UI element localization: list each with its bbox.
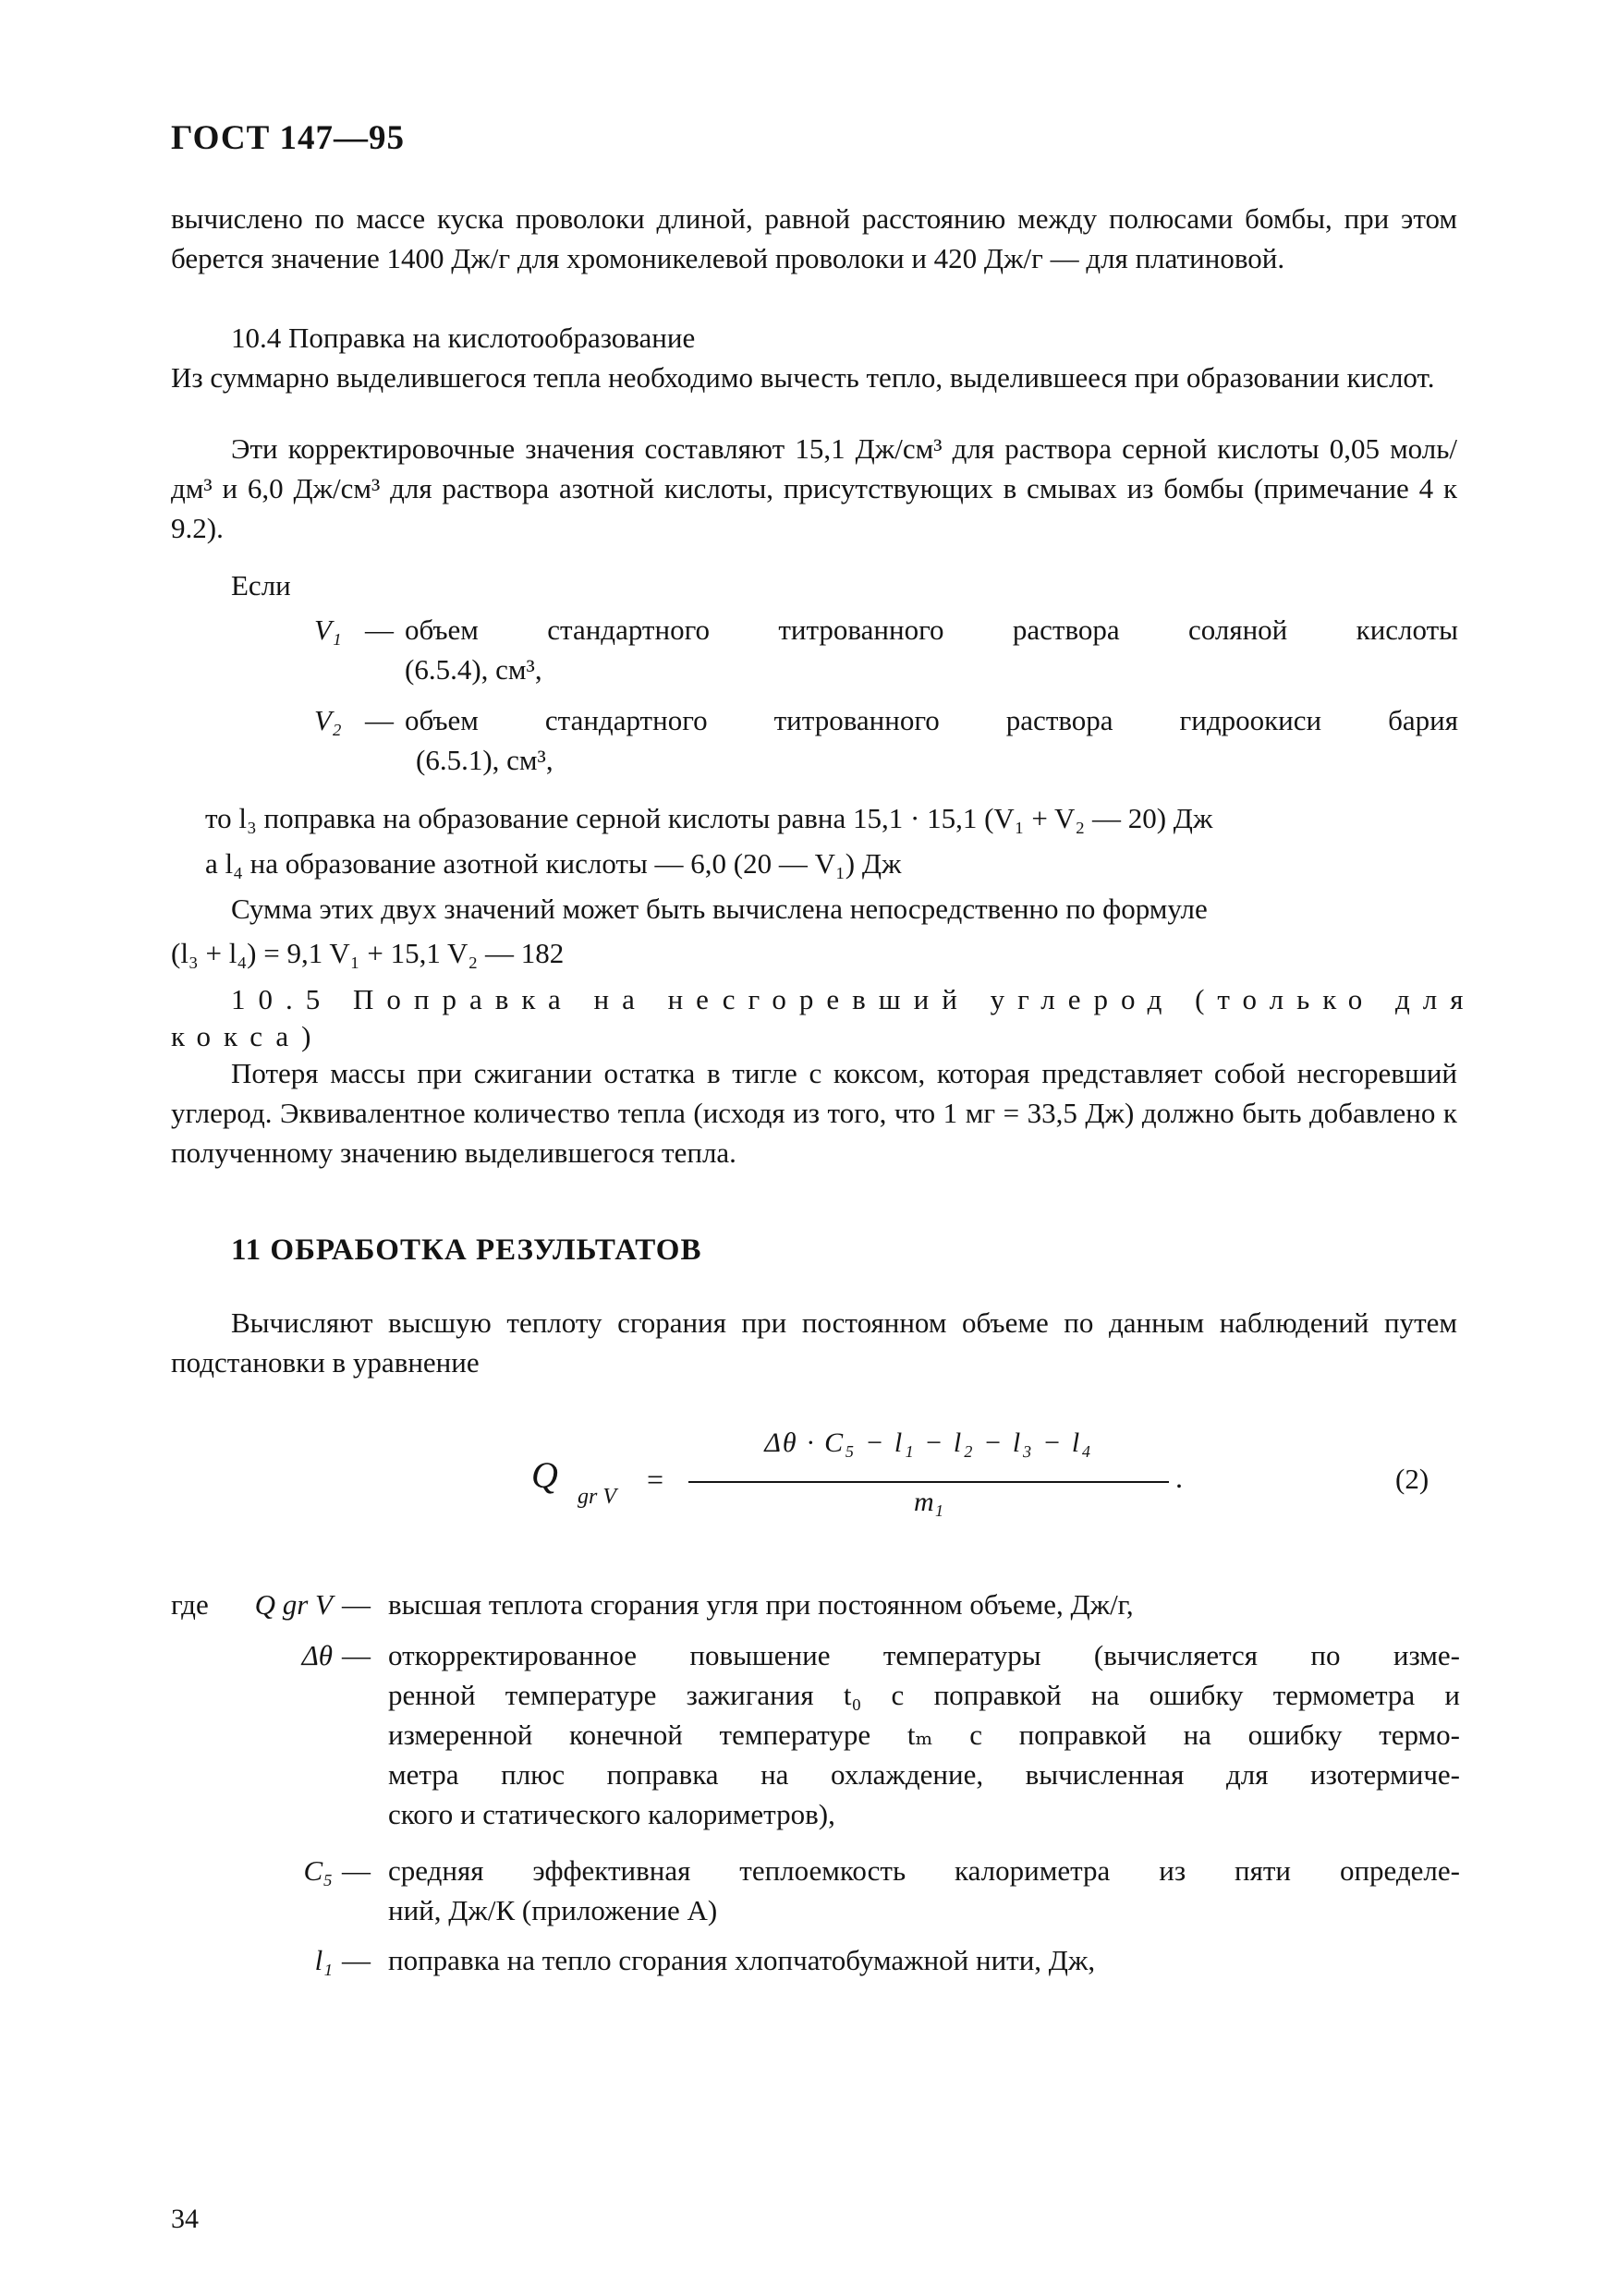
where-line: измеренной конечной температуре tₘ с поправкой на ошибку термо-: [388, 1719, 1460, 1751]
where-line: ренной температуре зажигания t₀ с поправкой на ошибку термометра и: [388, 1679, 1460, 1711]
l3-correction-line: то l₃ поправка на образование серной кислоты равна 15,1 · 15,1 (V₁ + V₂ — 20) Дж: [205, 802, 1213, 834]
definition-v1: [0, 610, 1618, 693]
where-line: ского и статического калориметров),: [388, 1798, 835, 1830]
sum-formula: (l₃ + l₄) = 9,1 V₁ + 15,1 V₂ — 182: [171, 937, 565, 969]
paragraph-unburnt-carbon: Потеря массы при сжигании остатка в тигле с коксом, которая представляет собой несгоревший углерод. Эквивалентное количество тепла (исходя из того, что 1 мг = 33,5 Дж) должно быть добавлено к полученному значению выделившегося тепла.: [171, 1057, 1457, 1169]
subsection-heading-10-5: 10.5 Поправка на несгоревший углерод (только для: [231, 983, 1477, 1015]
where-label: где: [171, 1588, 209, 1621]
where-line: откорректированное повышение температуры (вычисляется по изме-: [388, 1639, 1460, 1671]
formula-equals: =: [647, 1463, 664, 1496]
where-line: ний, Дж/К (приложение А): [388, 1894, 718, 1926]
formula-numerator: Δθ · C₅ − l₁ − l₂ − l₃ − l₄: [764, 1427, 1093, 1458]
paragraph-wire-correction: вычислено по массе куска проволоки длиной, равной расстоянию между полюсами бомбы, при этом берется значение 1400 Дж/г для хромоникелевой проволоки и 420 Дж/г — для платиновой.: [171, 202, 1457, 274]
paragraph-calculation-intro: Вычисляют высшую теплоту сгорания при постоянном объеме по данным наблюдений путем подстановки в уравнение: [171, 1306, 1457, 1379]
paragraph-acid-intro: Из суммарно выделившегося тепла необходимо вычесть тепло, выделившееся при образовании кислот.: [171, 361, 1435, 394]
where-line: средняя эффективная теплоемкость калориметра из пяти определе-: [388, 1854, 1460, 1887]
formula-lhs-subscript: gr V: [578, 1485, 616, 1509]
where-dash: —: [342, 1854, 371, 1887]
fraction-bar: [688, 1481, 1169, 1483]
where-line: метра плюс поправка на охлаждение, вычисленная для изотермиче-: [388, 1758, 1460, 1791]
where-symbol: l₁: [314, 1944, 333, 1976]
where-item-delta-theta: [0, 1635, 1618, 1848]
paragraph-acid-values: Эти корректировочные значения составляют 15,1 Дж/см³ для раствора серной кислоты 0,05 моль/дм³ и 6,0 Дж/см³ для раствора азотной кислоты, присутствующих в смывах из бомбы (примечание 4 к 9.2).: [171, 432, 1457, 544]
v2-cont: (6.5.1), см³,: [416, 744, 554, 776]
v1-cont: (6.5.4), см³,: [405, 653, 542, 686]
if-label: Если: [231, 569, 291, 601]
where-line: поправка на тепло сгорания хлопчатобумажной нити, Дж,: [388, 1944, 1096, 1976]
where-symbol: Q gr V: [254, 1588, 333, 1621]
v1-symbol: V₁: [314, 613, 342, 646]
subsection-heading-10-5-cont: кокса): [171, 1020, 324, 1052]
v1-text: объем стандартного титрованного раствора соляной кислоты: [405, 613, 1458, 646]
where-symbol: C₅: [303, 1854, 333, 1887]
formula-lhs: Q: [531, 1454, 558, 1496]
where-dash: —: [342, 1944, 371, 1976]
formula-denominator: m₁: [913, 1487, 944, 1517]
definition-v2: [0, 700, 1618, 784]
sum-line: Сумма этих двух значений может быть вычислена непосредственно по формуле: [231, 893, 1208, 925]
section-title: 11 ОБРАБОТКА РЕЗУЛЬТАТОВ: [231, 1233, 702, 1267]
l4-correction-line: а l₄ на образование азотной кислоты — 6,0 (20 — V₁) Дж: [205, 847, 902, 880]
subsection-heading-10-4: 10.4 Поправка на кислотообразование: [231, 322, 696, 354]
page-header: ГОСТ 147—95: [171, 119, 405, 157]
v2-dash: —: [365, 704, 394, 736]
v2-text: объем стандартного титрованного раствора гидроокиси бария: [405, 704, 1458, 736]
where-symbol: Δθ: [301, 1639, 333, 1671]
page-number: 34: [171, 2204, 199, 2234]
where-line: высшая теплота сгорания угля при постоянном объеме, Дж/г,: [388, 1588, 1134, 1621]
equation-number: (2): [1395, 1463, 1429, 1495]
formula-dot: .: [1175, 1461, 1183, 1494]
where-item-c5: [0, 1851, 1618, 1934]
v1-dash: —: [365, 613, 394, 646]
v2-symbol: V₂: [314, 704, 342, 736]
where-dash: —: [342, 1588, 371, 1621]
equation-2: [517, 1427, 1460, 1538]
where-dash: —: [342, 1639, 371, 1671]
